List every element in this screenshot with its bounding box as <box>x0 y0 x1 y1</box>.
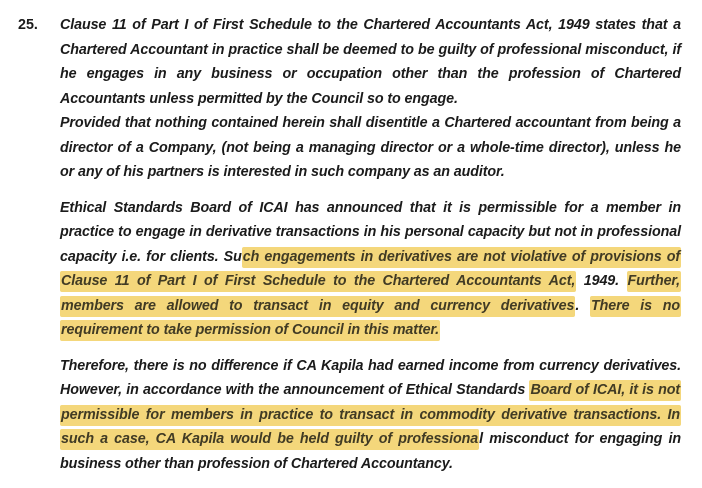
paragraph-conclusion-ca-kapila <box>60 354 681 477</box>
paragraph-number: 25. <box>18 17 38 33</box>
paragraph-clause-11-provision <box>60 13 681 111</box>
highlighted-text: Further, members are allowed to transact in equity and currency derivatives <box>60 271 681 317</box>
text-segment: Clause 11 of Part I of First Schedule to the Chartered Accountants Act, 1949 states that a Chartered Accountant in practice shall be deemed to be guilty of professional misconduct, if he engages in any business or occupation other than the profession of Chartered Accountants unless permitted by the Council so to engage. <box>60 17 681 107</box>
text-segment: Provided that nothing contained herein shall disentitle a Chartered accountant from being a director of a Company, (not being a managing director or a whole-time director), unless he or any of his partners is interested in such company as an auditor. <box>60 115 681 180</box>
paragraph-proviso-director <box>60 111 681 185</box>
highlighted-text: ch engagements in derivatives are not violative of provisions of Clause 11 of Part I of First Schedule to the Chartered Accountants Act, <box>60 247 681 293</box>
numbered-item <box>16 13 681 111</box>
text-segment: Therefore, there is no difference if CA Kapila had earned income from currency derivatives. However, in accordance with the announcement of Ethical Standards <box>60 357 681 398</box>
highlighted-text: There is no requirement to take permission of Council in this matter. <box>60 296 681 342</box>
paragraph-esb-announcement <box>60 196 681 343</box>
text-segment: l misconduct for engaging in business other than profession of Chartered Accountancy. <box>60 431 681 472</box>
highlighted-text: Board of ICAI, it is not permissible for members in practice to transact in commodity derivative transactions. In such a case, CA Kapila would be held guilty of professiona <box>60 380 681 450</box>
text-segment: . <box>575 297 590 314</box>
text-segment: 1949. <box>576 273 627 289</box>
text-segment: Ethical Standards Board of ICAI has announced that it is permissible for a member in practice to engage in derivative transactions in his personal capacity but not in professional capacity i.e. for clients. Su <box>60 199 681 265</box>
